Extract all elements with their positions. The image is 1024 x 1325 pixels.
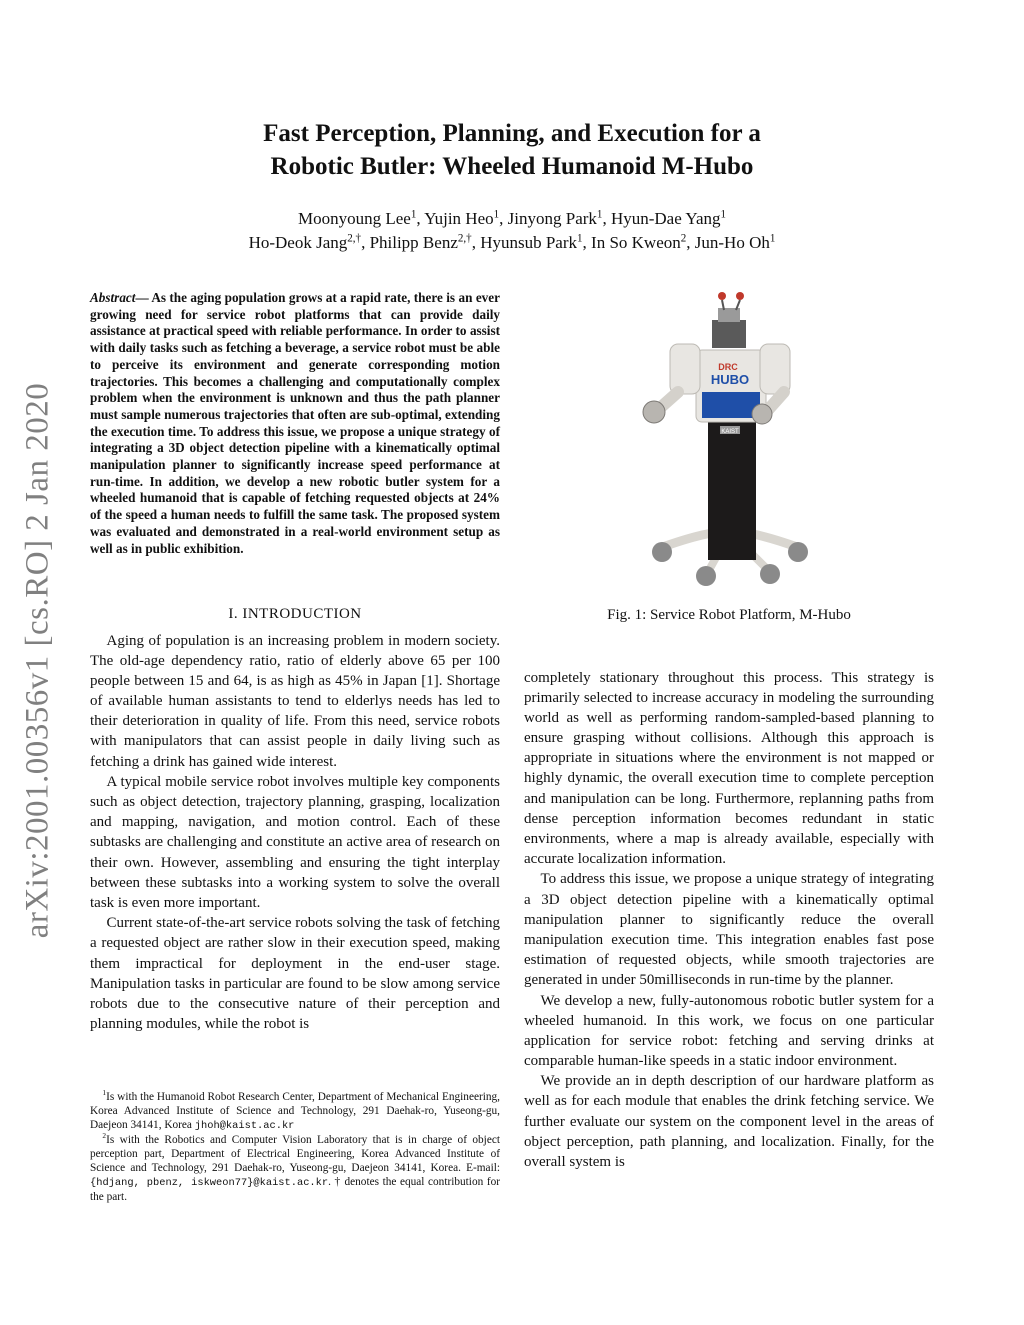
author-affiliation: 2,† bbox=[347, 232, 362, 245]
footnote-2-email: {hdjang, pbenz, iskweon77}@kaist.ac.kr bbox=[90, 1177, 329, 1189]
abstract-text: As the aging population grows at a rapid rate, there is an ever growing need for service robot platforms that can provide daily assistance at practical speed with reliable performance. In order to assist with daily tasks such as fetching a beverage, a service robot must be able to perceive its environment and generate corresponding motion trajectories. This becomes a challenging and computationally complex problem when the environment is unknown and thus the path planner must sample numerous trajectories that often are sub-optimal, extending the execution time. To address this issue, we propose a unique strategy of integrating a 3D object detection pipeline with a kinematically optimal manipulation planner to significantly increase speed performance at run-time. In addition, we develop a new robotic butler system for a wheeled humanoid that is capable of fetching requested objects at 24% of the speed a human needs to fulfill the same task. The proposed system was evaluated and demonstrated in a real-world environment setup as well as in public exhibition. bbox=[90, 290, 500, 556]
title-line-2: Robotic Butler: Wheeled Humanoid M-Hubo bbox=[270, 153, 754, 180]
authors-line-1: Moonyoung Lee$^1$, Yujin Heo$^1$, Jinyong Park$^1$, Hyun-Dae Yang$^1$ bbox=[297, 208, 727, 228]
author-affiliation: 1 bbox=[410, 208, 417, 221]
footnote-2-text: Is with the Robotics and Computer Vision Laboratory that is in charge of object perception part, Department of Electrical Engineering, Korea Advanced Institute of Science and Technology, 291 Daehak-ro, Yuseong-gu, Daejeon 34141, Korea. E-mail: bbox=[90, 1134, 500, 1174]
author-affiliation: 1 bbox=[720, 208, 727, 221]
footnote-1-mark: 1 bbox=[102, 1088, 107, 1098]
arxiv-stamp bbox=[16, 360, 60, 960]
paragraph: Current state-of-the-art service robots solving the task of fetching a requested object are rather slow in their execution speed, making them impractical for deployment in the end-user stage. Manipulation tasks in particular are found to be slow among service robots due to the consecutive nature of their perception and planning modules, while the robot is bbox=[90, 915, 500, 1032]
footnote-2 bbox=[90, 1133, 500, 1204]
author-name: Philipp Benz bbox=[369, 233, 458, 252]
robot-label-1: DRC bbox=[718, 362, 738, 372]
paragraph: We develop a new, fully-autonomous robotic butler system for a wheeled humanoid. In this work, we focus on one particular application for service robot: fetching and serving drinks at comparable human-like speeds in a static indoor environment. bbox=[524, 992, 934, 1069]
robot-left-shoulder bbox=[670, 344, 700, 394]
abstract-label: Abstract bbox=[90, 290, 136, 305]
wheel-icon bbox=[652, 542, 672, 562]
author-name: Jun-Ho Oh bbox=[694, 233, 770, 252]
robot-image bbox=[600, 280, 860, 592]
author-affiliation: 1 bbox=[493, 208, 500, 221]
footnote-1-text: Is with the Humanoid Robot Research Center, Department of Mechanical Engineering, Korea Advanced Institute of Science and Technology, 291 Daehak-ro, Yuseong-gu, Daejeon 34141, Korea bbox=[90, 1091, 500, 1131]
footnotes bbox=[90, 1090, 500, 1204]
author-affiliation: 1 bbox=[596, 208, 603, 221]
robot-head bbox=[712, 320, 746, 348]
paragraph: completely stationary throughout this process. This strategy is primarily selected to increase accuracy in modeling the surrounding world as well as performing random-sampled-based planning to ensure grasping without collisions. Although this approach is appropriate in situations where the environment is not mapped or highly dynamic, the overall execution time to complete perception and manipulation can be long. Furthermore, replanning paths from dense perception information becomes redundant in static environments, where a map is already available, especially with accurate localization information. bbox=[524, 670, 934, 867]
wheel-icon bbox=[760, 564, 780, 584]
author-affiliation: 1 bbox=[769, 232, 776, 245]
author-name: Hyunsub Park bbox=[480, 233, 577, 252]
author-name: Yujin Heo bbox=[424, 209, 494, 228]
footnote-1 bbox=[90, 1090, 500, 1133]
authors-line-2: Ho-Deok Jang$^{2,\dagger}$, Philipp Benz$^{2,\dagger}$, Hyunsub Park$^1$, In So Kweon$^2$, Jun-Ho Oh$^1$ bbox=[248, 232, 776, 252]
paragraph: We provide an in depth description of our hardware platform as well as for each module that enables the drink fetching service. We further evaluate our system on the component level in the areas of object perception, path planning, and localization. Finally, for the overall system is bbox=[524, 1073, 934, 1170]
introduction-text bbox=[90, 631, 500, 1034]
robot-badge-text: KAIST bbox=[721, 429, 739, 435]
footnote-1-email: jhoh@kaist.ac.kr bbox=[194, 1120, 295, 1132]
robot-antenna-icon bbox=[736, 292, 744, 300]
author-affiliation: 1 bbox=[577, 232, 583, 245]
footnote-2-mark: 2 bbox=[102, 1131, 107, 1141]
section-heading: I. INTRODUCTION bbox=[228, 606, 362, 622]
footnote-2-tail: . † denotes the equal contribution for the part. bbox=[90, 1176, 500, 1203]
author-name: In So Kweon bbox=[591, 233, 681, 252]
robot-right-hand bbox=[752, 404, 772, 424]
author-name: Hyun-Dae Yang bbox=[610, 209, 721, 228]
author-list bbox=[120, 207, 904, 255]
paper-title bbox=[150, 117, 874, 183]
abstract bbox=[90, 290, 500, 557]
robot-torso-panel bbox=[702, 392, 760, 418]
paragraph: Aging of population is an increasing problem in modern society. The old-age dependency ratio, ratio of elderly above 65 per 100 people between 15 and 64, is as high as 45% in Japan [1]. Shortage of available human assistants to tend to elderlys needs has led to their deterioration in quality of life. From this need, service robots with manipulators that can assist people in daily living such as fetching a drink has gained wide interest. bbox=[90, 633, 500, 770]
robot-left-hand bbox=[643, 401, 665, 423]
robot-right-forearm bbox=[768, 392, 784, 410]
arxiv-stamp-text: arXiv:2001.00356v1 [cs.RO] 2 Jan 2020 bbox=[19, 382, 56, 938]
robot-antenna-icon bbox=[718, 292, 726, 300]
robot-figure bbox=[600, 280, 860, 592]
abstract-dash: — bbox=[135, 290, 152, 305]
author-name: Ho-Deok Jang bbox=[248, 233, 348, 252]
paragraph: To address this issue, we propose a unique strategy of integrating a 3D object detection pipeline with a kinematically optimal manipulation planner to significantly reduce the overall manipulation execution time. This integration enables fast pose estimation of requested objects, while smooth trajectories are generated in under 50milliseconds in run-time by the planner. bbox=[524, 871, 934, 988]
author-name: Jinyong Park bbox=[507, 209, 597, 228]
title-line-1: Fast Perception, Planning, and Execution for a bbox=[263, 120, 761, 147]
wheel-icon bbox=[788, 542, 808, 562]
robot-column bbox=[708, 420, 756, 560]
paragraph: A typical mobile service robot involves multiple key components such as object detection, trajectory planning, grasping, localization and mapping, navigation, and motion control. Each of these subtasks are challenging and constitute an active area of research on their own. However, assembling and ensuring the tight interplay between these subtasks into a working system to solve the overall task is even more important. bbox=[90, 774, 500, 911]
right-column-text bbox=[524, 668, 934, 1172]
author-affiliation: 2,† bbox=[457, 232, 472, 245]
author-name: Moonyoung Lee bbox=[297, 209, 411, 228]
author-affiliation: 2 bbox=[680, 232, 687, 245]
figure-caption: Fig. 1: Service Robot Platform, M-Hubo bbox=[607, 607, 851, 623]
wheel-icon bbox=[696, 566, 716, 586]
robot-label-2: HUBO bbox=[710, 372, 750, 387]
